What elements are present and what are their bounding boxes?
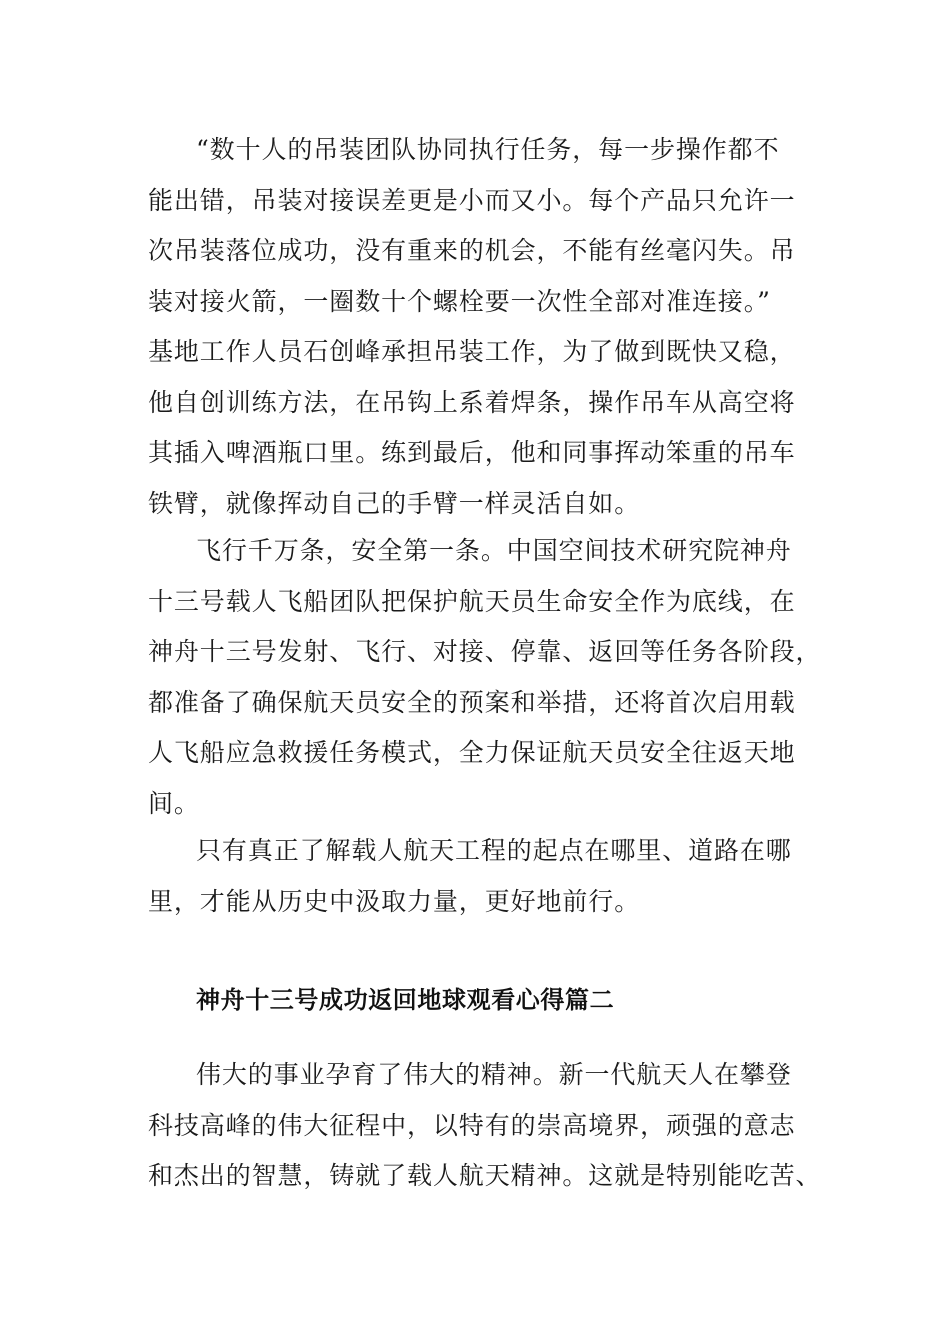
paragraph-line: 装对接火箭，一圈数十个螺栓要一次性全部对准连接。” (148, 286, 771, 316)
paragraph-3 (148, 826, 792, 927)
paragraph-line: 科技高峰的伟大征程中，以特有的崇高境界，顽强的意志 (148, 1110, 796, 1140)
paragraph-line: 间。 (148, 788, 200, 818)
paragraph-line: 伟大的事业孕育了伟大的精神。新一代航天人在攀登 (196, 1060, 792, 1089)
paragraph-line: 能出错，吊装对接误差更是小而又小。每个产品只允许一 (148, 185, 796, 215)
paragraph-line: 人飞船应急救援任务模式，全力保证航天员安全往返天地 (148, 738, 796, 767)
paragraph-line: 都准备了确保航天员安全的预案和举措，还将首次启用载 (148, 687, 796, 717)
paragraph-line: 次吊装落位成功，没有重来的机会，不能有丝毫闪失。吊 (148, 236, 796, 265)
paragraph-2 (148, 526, 822, 829)
paragraph-line: 十三号载人飞船团队把保护航天员生命安全作为底线，在 (148, 586, 796, 616)
paragraph-line: 飞行千万条，安全第一条。中国空间技术研究院神舟 (196, 536, 792, 565)
section-paragraph (148, 1050, 822, 1202)
section-heading: 神舟十三号成功返回地球观看心得篇二 (196, 986, 615, 1014)
paragraph-line: “数十人的吊装团队协同执行任务，每一步操作都不 (196, 135, 780, 164)
paragraph-line: 其插入啤酒瓶口里。练到最后，他和同事挥动笨重的吊车 (148, 438, 796, 467)
paragraph-line: 里，才能从历史中汲取力量，更好地前行。 (148, 886, 641, 916)
paragraph-line: 他自创训练方法，在吊钩上系着焊条，操作吊车从高空将 (148, 387, 796, 417)
paragraph-line: 和杰出的智慧，铸就了载人航天精神。这就是特别能吃苦、 (148, 1161, 822, 1190)
paragraph-1 (148, 125, 796, 529)
paragraph-line: 只有真正了解载人航天工程的起点在哪里、道路在哪 (196, 836, 792, 865)
paragraph-line: 神舟十三号发射、飞行、对接、停靠、返回等任务各阶段， (148, 637, 822, 666)
paragraph-line: 基地工作人员石创峰承担吊装工作，为了做到既快又稳， (148, 337, 796, 366)
paragraph-line: 铁臂，就像挥动自己的手臂一样灵活自如。 (148, 488, 641, 518)
